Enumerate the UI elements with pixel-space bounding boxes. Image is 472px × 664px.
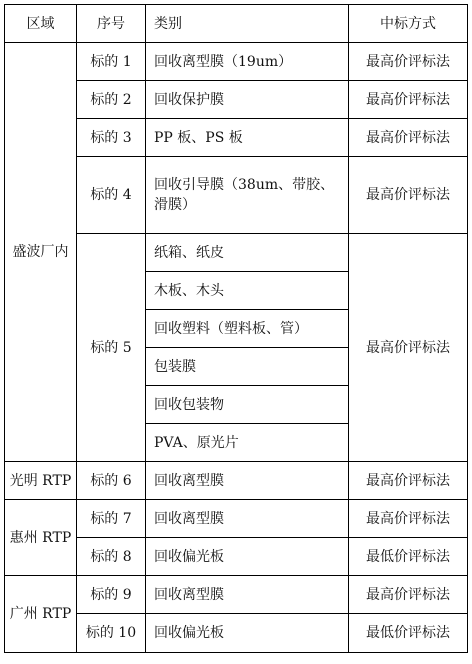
header-no: 序号 bbox=[77, 5, 146, 43]
header-category: 类别 bbox=[146, 5, 349, 43]
header-region: 区域 bbox=[5, 5, 77, 43]
item-category: 回收离型膜 bbox=[146, 462, 349, 500]
item-no: 标的 1 bbox=[77, 43, 146, 81]
item-no: 标的 4 bbox=[77, 157, 146, 234]
item-method: 最高价评标法 bbox=[349, 462, 468, 500]
item-subcategory: 回收塑料（塑料板、管） bbox=[146, 310, 349, 348]
item-subcategory: 包装膜 bbox=[146, 348, 349, 386]
item-subcategory: 回收包装物 bbox=[146, 386, 349, 424]
item-method: 最高价评标法 bbox=[349, 43, 468, 81]
item-subcategory: PVA、原光片 bbox=[146, 424, 349, 462]
table-row bbox=[5, 43, 468, 81]
item-no: 标的 8 bbox=[77, 538, 146, 576]
header-row bbox=[5, 5, 468, 43]
item-method: 最高价评标法 bbox=[349, 81, 468, 119]
item-method: 最高价评标法 bbox=[349, 119, 468, 157]
item-category: 回收偏光板 bbox=[146, 614, 349, 653]
item-category: 回收保护膜 bbox=[146, 81, 349, 119]
item-subcategory: 纸箱、纸皮 bbox=[146, 234, 349, 272]
item-no: 标的 5 bbox=[77, 234, 146, 462]
item-method: 最高价评标法 bbox=[349, 157, 468, 234]
item-method: 最高价评标法 bbox=[349, 500, 468, 538]
item-no: 标的 2 bbox=[77, 81, 146, 119]
item-no: 标的 7 bbox=[77, 500, 146, 538]
item-category: 回收离型膜 bbox=[146, 500, 349, 538]
table-row bbox=[5, 500, 468, 538]
item-category: 回收离型膜（19um） bbox=[146, 43, 349, 81]
header-method: 中标方式 bbox=[349, 5, 468, 43]
table-row bbox=[5, 576, 468, 614]
item-method: 最高价评标法 bbox=[349, 234, 468, 462]
region-cell-huizhou: 惠州 RTP bbox=[5, 500, 77, 576]
item-method: 最低价评标法 bbox=[349, 614, 468, 653]
item-category: 回收离型膜 bbox=[146, 576, 349, 614]
item-category: 回收引导膜（38um、带胶、滑膜） bbox=[146, 157, 349, 234]
item-subcategory: 木板、木头 bbox=[146, 272, 349, 310]
region-cell-guangzhou: 广州 RTP bbox=[5, 576, 77, 653]
item-method: 最高价评标法 bbox=[349, 576, 468, 614]
item-no: 标的 9 bbox=[77, 576, 146, 614]
item-method: 最低价评标法 bbox=[349, 538, 468, 576]
item-category: 回收偏光板 bbox=[146, 538, 349, 576]
item-no: 标的 10 bbox=[77, 614, 146, 653]
item-no: 标的 6 bbox=[77, 462, 146, 500]
item-no: 标的 3 bbox=[77, 119, 146, 157]
item-category: PP 板、PS 板 bbox=[146, 119, 349, 157]
tender-table bbox=[4, 4, 468, 653]
region-cell-shengbo: 盛波厂内 bbox=[5, 43, 77, 462]
table-row bbox=[5, 462, 468, 500]
region-cell-guangming: 光明 RTP bbox=[5, 462, 77, 500]
